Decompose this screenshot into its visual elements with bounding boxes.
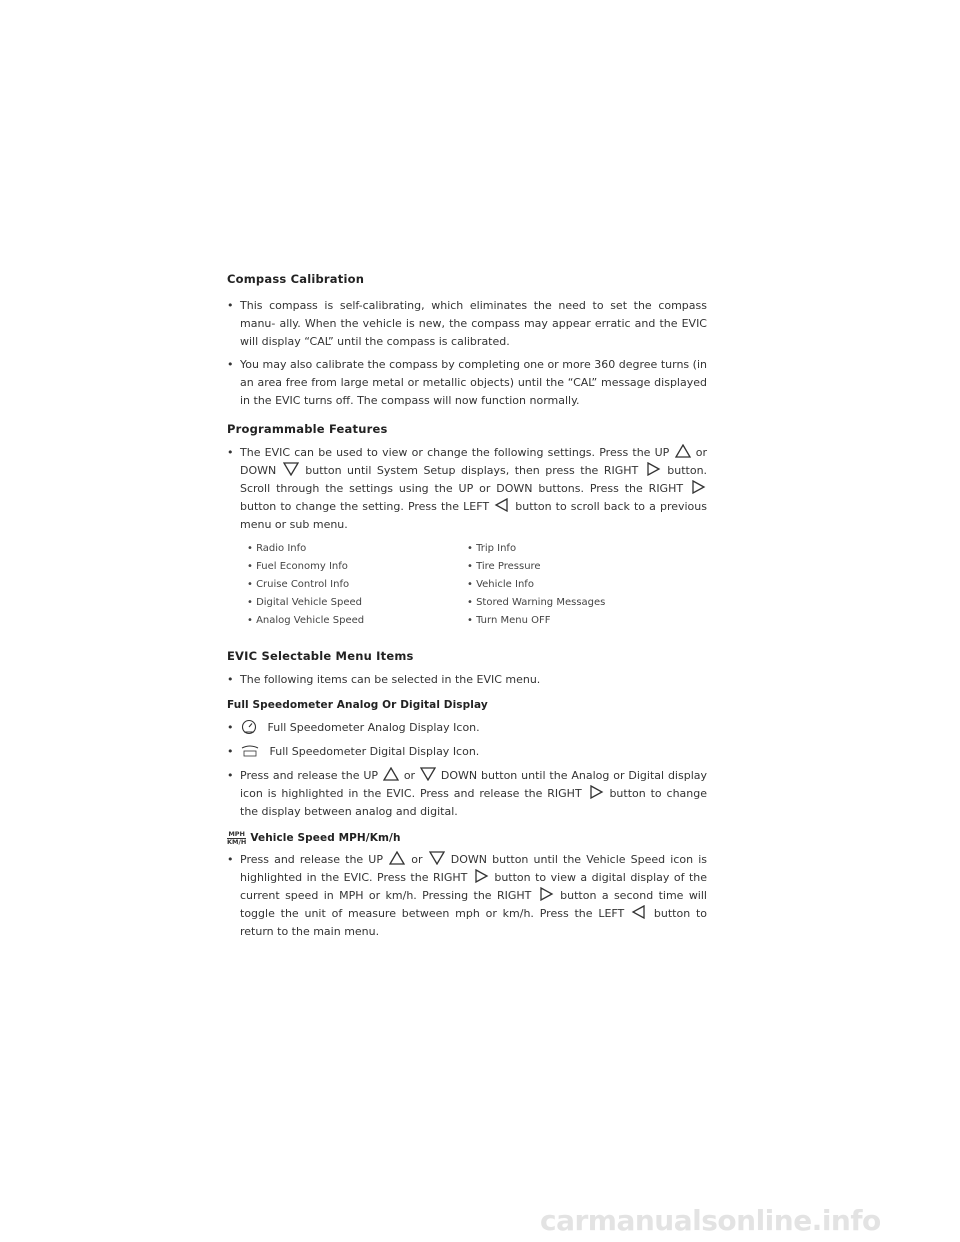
mph-icon-text: MPH	[228, 830, 245, 838]
evic-bullet	[227, 671, 707, 689]
down-arrow-icon	[420, 767, 436, 781]
settings-list	[247, 540, 707, 630]
vehicle-speed-heading-row	[227, 831, 707, 845]
compass-bullet-2-text: You may also calibrate the compass by completing one or more 360 degree turns (in an area free from large metal or metallic objects) until the “CAL” message displayed in the EVIC turns off. The compass will now function normally.	[240, 358, 707, 407]
analog-speedometer-icon	[240, 719, 258, 741]
analog-icon-label: Full Speedometer Analog Display Icon.	[267, 721, 480, 734]
right-arrow-icon	[473, 869, 489, 883]
speedometer-text-b: or	[403, 769, 416, 782]
list-item: • Vehicle Info	[467, 579, 534, 590]
kmh-icon-text: KM/H	[227, 837, 247, 846]
vehicle-speed-text-b: or	[411, 853, 423, 866]
bullet-dot: •	[227, 769, 234, 782]
vehicle-speed-text-d: button to view a digital display of the current speed in MPH or km/h. Pressing the RIGHT	[240, 871, 707, 902]
up-arrow-icon	[383, 767, 399, 781]
compass-bullet-2	[227, 356, 707, 410]
watermark: carmanualsonline.info	[540, 1204, 881, 1237]
evic-heading: EVIC Selectable Menu Items	[227, 649, 414, 663]
digital-icon-label: Full Speedometer Digital Display Icon.	[269, 745, 480, 758]
bullet-dot: •	[227, 358, 234, 371]
right-arrow-icon	[538, 887, 554, 901]
up-arrow-icon	[675, 444, 691, 458]
programmable-text-d: button. Scroll through the settings using the UP or DOWN buttons. Press the RIGHT	[240, 464, 708, 495]
compass-bullet-1-text: This compass is self-calibrating, which eliminates the need to set the compass manu- ally. When the vehicle is new, the compass may appear erratic and the EVIC will display “CAL” until the compass is calibrated.	[240, 299, 707, 348]
right-arrow-icon	[690, 480, 706, 494]
bullet-dot: •	[227, 745, 234, 758]
mph-kmh-icon	[227, 831, 246, 845]
speedometer-bullet	[227, 767, 707, 821]
speedometer-text-a: Press and release the UP	[240, 769, 379, 782]
vehicle-speed-text-e: button a second time will toggle the unit of measure between mph or km/h. Press the LEFT	[240, 889, 707, 920]
list-item: • Radio Info	[247, 543, 307, 554]
list-item: • Tire Pressure	[467, 561, 541, 572]
vehicle-speed-text-a: Press and release the UP	[240, 853, 383, 866]
digital-speedometer-icon	[240, 745, 260, 765]
vehicle-speed-text-c: DOWN button until the Vehicle Speed icon is highlighted in the EVIC. Press the RIGHT	[240, 853, 707, 884]
programmable-text-e: button to change the setting. Press the LEFT	[240, 500, 490, 513]
analog-icon-bullet	[227, 719, 707, 741]
bullet-dot: •	[227, 853, 234, 866]
right-arrow-icon	[588, 785, 604, 799]
list-item: • Turn Menu OFF	[467, 615, 551, 626]
programmable-bullet	[227, 444, 707, 534]
list-item: • Trip Info	[467, 543, 517, 554]
programmable-heading: Programmable Features	[227, 422, 388, 436]
list-item: • Fuel Economy Info	[247, 561, 348, 572]
programmable-text-c: button until System Setup displays, then press the RIGHT	[305, 464, 639, 477]
digital-icon-bullet	[227, 743, 707, 765]
left-arrow-icon	[494, 498, 510, 512]
left-arrow-icon	[631, 905, 647, 919]
bullet-dot: •	[227, 673, 234, 686]
up-arrow-icon	[389, 851, 405, 865]
down-arrow-icon	[283, 462, 299, 476]
down-arrow-icon	[429, 851, 445, 865]
compass-bullet-1	[227, 297, 707, 351]
list-item: • Digital Vehicle Speed	[247, 597, 362, 608]
programmable-text-f: button to scroll back to a previous menu or sub menu.	[240, 500, 707, 531]
vehicle-speed-text-f: button to return to the main menu.	[240, 907, 708, 938]
bullet-dot: •	[227, 446, 234, 459]
vehicle-speed-bullet	[227, 851, 707, 941]
speedometer-text-c: DOWN button until the Analog or Digital display icon is highlighted in the EVIC. Press and release the RIGHT	[240, 769, 708, 800]
right-arrow-icon	[645, 462, 661, 476]
speedometer-text-d: button to change the display between analog and digital.	[240, 787, 708, 818]
list-item: • Cruise Control Info	[247, 579, 350, 590]
list-item: • Stored Warning Messages	[467, 597, 606, 608]
speedometer-heading: Full Speedometer Analog Or Digital Display	[227, 699, 488, 711]
vehicle-speed-heading: Vehicle Speed MPH/Km/h	[250, 832, 401, 844]
bullet-dot: •	[227, 721, 234, 734]
programmable-text-b: or DOWN	[240, 446, 707, 477]
list-item: • Analog Vehicle Speed	[247, 615, 365, 626]
bullet-dot: •	[227, 299, 234, 312]
compass-heading: Compass Calibration	[227, 272, 365, 286]
evic-bullet-text: The following items can be selected in the EVIC menu.	[240, 673, 541, 686]
page-content	[227, 270, 707, 941]
programmable-text-a: The EVIC can be used to view or change the following settings. Press the UP	[240, 446, 670, 459]
